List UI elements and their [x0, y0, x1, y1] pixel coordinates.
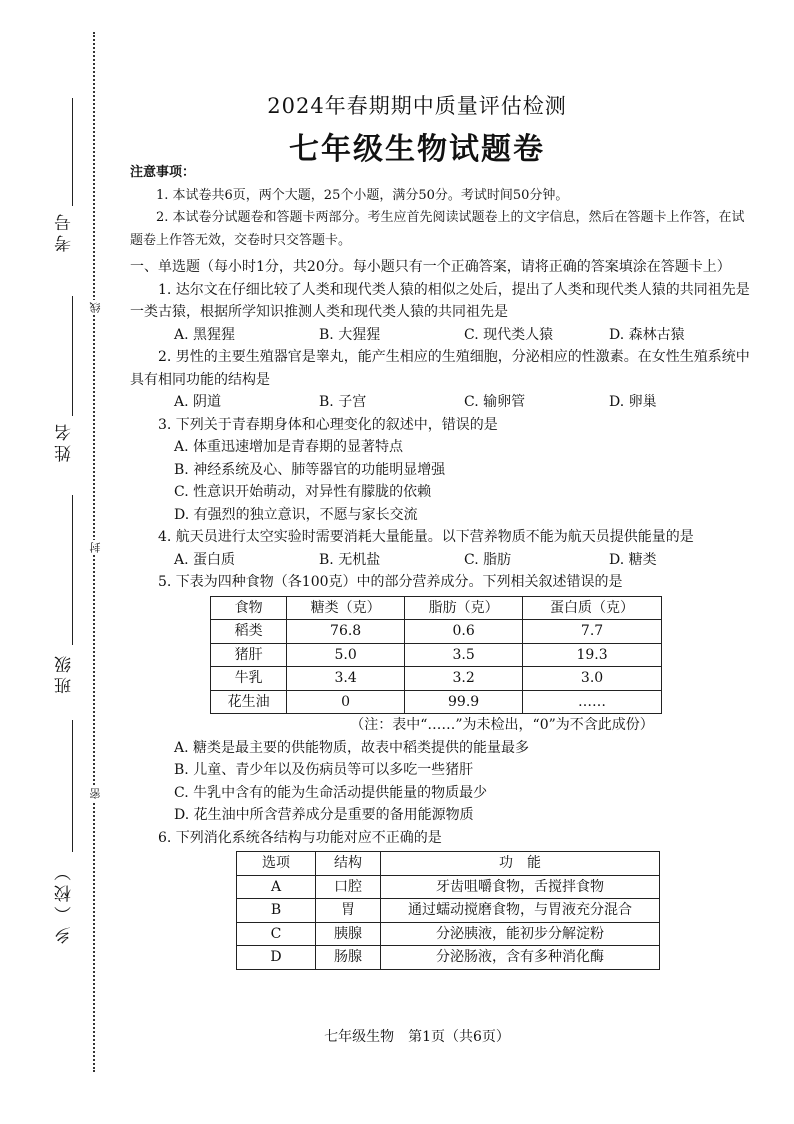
table-cell: 口腔: [316, 875, 381, 899]
q5-option-d: D. 花生油中所含营养成分是重要的备用能源物质: [174, 807, 474, 823]
table-row: [211, 643, 662, 667]
class-line: [72, 495, 73, 645]
notice-heading: 注意事项：: [130, 165, 196, 180]
q4-option-c: C. 脂肪: [464, 551, 512, 568]
table-note: （注：表中“……”为未检出，“0”为不含此成份）: [350, 717, 654, 733]
q2-option-c: C. 输卵管: [464, 394, 526, 410]
table-cell: ……: [523, 690, 662, 714]
table-header-cell: 选项: [237, 852, 316, 876]
table-cell: 胰腺: [316, 922, 381, 946]
table-cell: C: [237, 922, 316, 946]
table-cell: 76.8: [287, 620, 405, 644]
q3-option-b: B. 神经系统及心、肺等器官的功能明显增强: [174, 461, 446, 478]
table-cell: 7.7: [523, 620, 662, 644]
q1-options: [130, 324, 754, 347]
table-cell: 5.0: [287, 643, 405, 667]
q5-stem: 5. 下表为四种食物（各100克）中的部分营养成分。下列相关叙述错误的是: [158, 574, 623, 590]
q6-stem: 6. 下列消化系统各结构与功能对应不正确的是: [158, 829, 442, 846]
exam-content: [130, 162, 754, 970]
table-cell: 分泌胰液，能初步分解淀粉: [381, 922, 660, 946]
table-header-row: [237, 852, 660, 876]
q1-option-c: C. 现代类人猿: [464, 326, 554, 343]
table-row: [211, 690, 662, 714]
table-row: [237, 899, 660, 923]
table-header-cell: 蛋白质（克）: [523, 596, 662, 620]
paper-title: 七年级生物试题卷: [289, 132, 545, 167]
table-row: [211, 667, 662, 691]
q2-options: [130, 391, 754, 414]
table-cell: 牛乳: [211, 667, 287, 691]
table-header-cell: 糖类（克）: [287, 596, 405, 620]
table-cell: 3.5: [405, 643, 523, 667]
table-cell: 牙齿咀嚼食物，舌搅拌食物: [381, 875, 660, 899]
q3-stem: 3. 下列关于青春期身体和心理变化的叙述中，错误的是: [158, 416, 498, 433]
table-cell: D: [237, 946, 316, 970]
table-cell: 猪肝: [211, 643, 287, 667]
q3-option-d: D. 有强烈的独立意识，不愿与家长交流: [174, 506, 418, 523]
cut-line-mark: 线: [89, 302, 102, 313]
name-line: [72, 296, 73, 416]
nutrition-table: [210, 596, 662, 715]
table-cell: 19.3: [523, 643, 662, 667]
table-cell: 通过蠕动搅磨食物，与胃液充分混合: [381, 899, 660, 923]
table-cell: A: [237, 875, 316, 899]
q3-option-a: A. 体重迅速增加是青春期的显著特点: [174, 439, 404, 455]
township-line: [72, 720, 73, 852]
table-cell: 肠腺: [316, 946, 381, 970]
q3-option-c: C. 性意识开始萌动，对异性有朦胧的依赖: [174, 484, 432, 500]
q1-option-b: B. 大猩猩: [319, 326, 381, 343]
exam-no-label: 考号: [55, 210, 75, 252]
table-cell: B: [237, 899, 316, 923]
digestion-table: [236, 851, 660, 970]
table-cell: 胃: [316, 899, 381, 923]
class-label: 班级: [55, 652, 75, 694]
q4-option-b: B. 无机盐: [319, 551, 381, 568]
table-row: [237, 922, 660, 946]
q2-option-d: D. 卵巢: [609, 394, 657, 410]
q5-option-c: C. 牛乳中含有的能为生命活动提供能量的物质最少: [174, 784, 488, 801]
exam-title: 2024年春期期中质量评估检测: [267, 94, 567, 118]
q2-stem: 2. 男性的主要生殖器官是睾丸，能产生相应的生殖细胞，分泌相应的性激素。在女性生殖系统中具有相同功能的结构是: [130, 349, 750, 388]
q5-option-b: B. 儿童、青少年以及伤病员等可以多吃一些猪肝: [174, 762, 474, 778]
table-row: [211, 620, 662, 644]
table-cell: 3.2: [405, 667, 523, 691]
township-label: 乡（校）: [55, 860, 75, 944]
table-header-cell: 脂肪（克）: [405, 596, 523, 620]
table-cell: 3.4: [287, 667, 405, 691]
table-cell: 稻类: [211, 620, 287, 644]
table-cell: 3.0: [523, 667, 662, 691]
q4-option-a: A. 蛋白质: [174, 551, 236, 568]
notice-item-1: 1. 本试卷共6页，两个大题，25个小题，满分50分。考试时间50分钟。: [156, 187, 569, 203]
q2-option-a: A. 阴道: [174, 394, 222, 410]
table-cell: 0.6: [405, 620, 523, 644]
q1-stem: 1. 达尔文在仔细比较了人类和现代类人猿的相似之处后，提出了人类和现代类人猿的共同祖先是一类古猿，根据所学知识推测人类和现代类人猿的共同祖先是: [130, 281, 750, 320]
table-cell: 花生油: [211, 690, 287, 714]
q4-stem: 4. 航天员进行太空实验时需要消耗大量能量。以下营养物质不能为航天员提供能量的是: [158, 529, 694, 545]
cut-secret-mark: 密: [89, 788, 102, 799]
table-row: [237, 875, 660, 899]
q1-option-a: A. 黑猩猩: [174, 326, 236, 343]
table-cell: 分泌肠液，含有多种消化酶: [381, 946, 660, 970]
table-cell: 0: [287, 690, 405, 714]
table-cell: 99.9: [405, 690, 523, 714]
q1-option-d: D. 森林古猿: [609, 326, 685, 343]
name-label: 姓名: [55, 420, 75, 462]
q2-option-b: B. 子宫: [319, 394, 367, 410]
table-header-cell: 结构: [316, 852, 381, 876]
q5-option-a: A. 糖类是最主要的供能物质，故表中稻类提供的能量最多: [174, 739, 530, 756]
cut-seal-mark: 封: [89, 542, 102, 553]
notice-item-2: 2. 本试卷分试题卷和答题卡两部分。考生应首先阅读试题卷上的文字信息，然后在答题卡上作答，在试题卷上作答无效，交卷时只交答题卡。: [130, 210, 745, 248]
section-heading: 一、单选题（每小时1分，共20分。每小题只有一个正确答案，请将正确的答案填涂在答题卡上）: [130, 259, 731, 275]
page-footer: 七年级生物 第1页（共6页）: [324, 1029, 510, 1045]
q4-options: [130, 549, 754, 572]
table-header-cell: 食物: [211, 596, 287, 620]
table-header-cell: 功 能: [381, 852, 660, 876]
q4-option-d: D. 糖类: [609, 551, 657, 568]
table-row: [237, 946, 660, 970]
table-header-row: [211, 596, 662, 620]
